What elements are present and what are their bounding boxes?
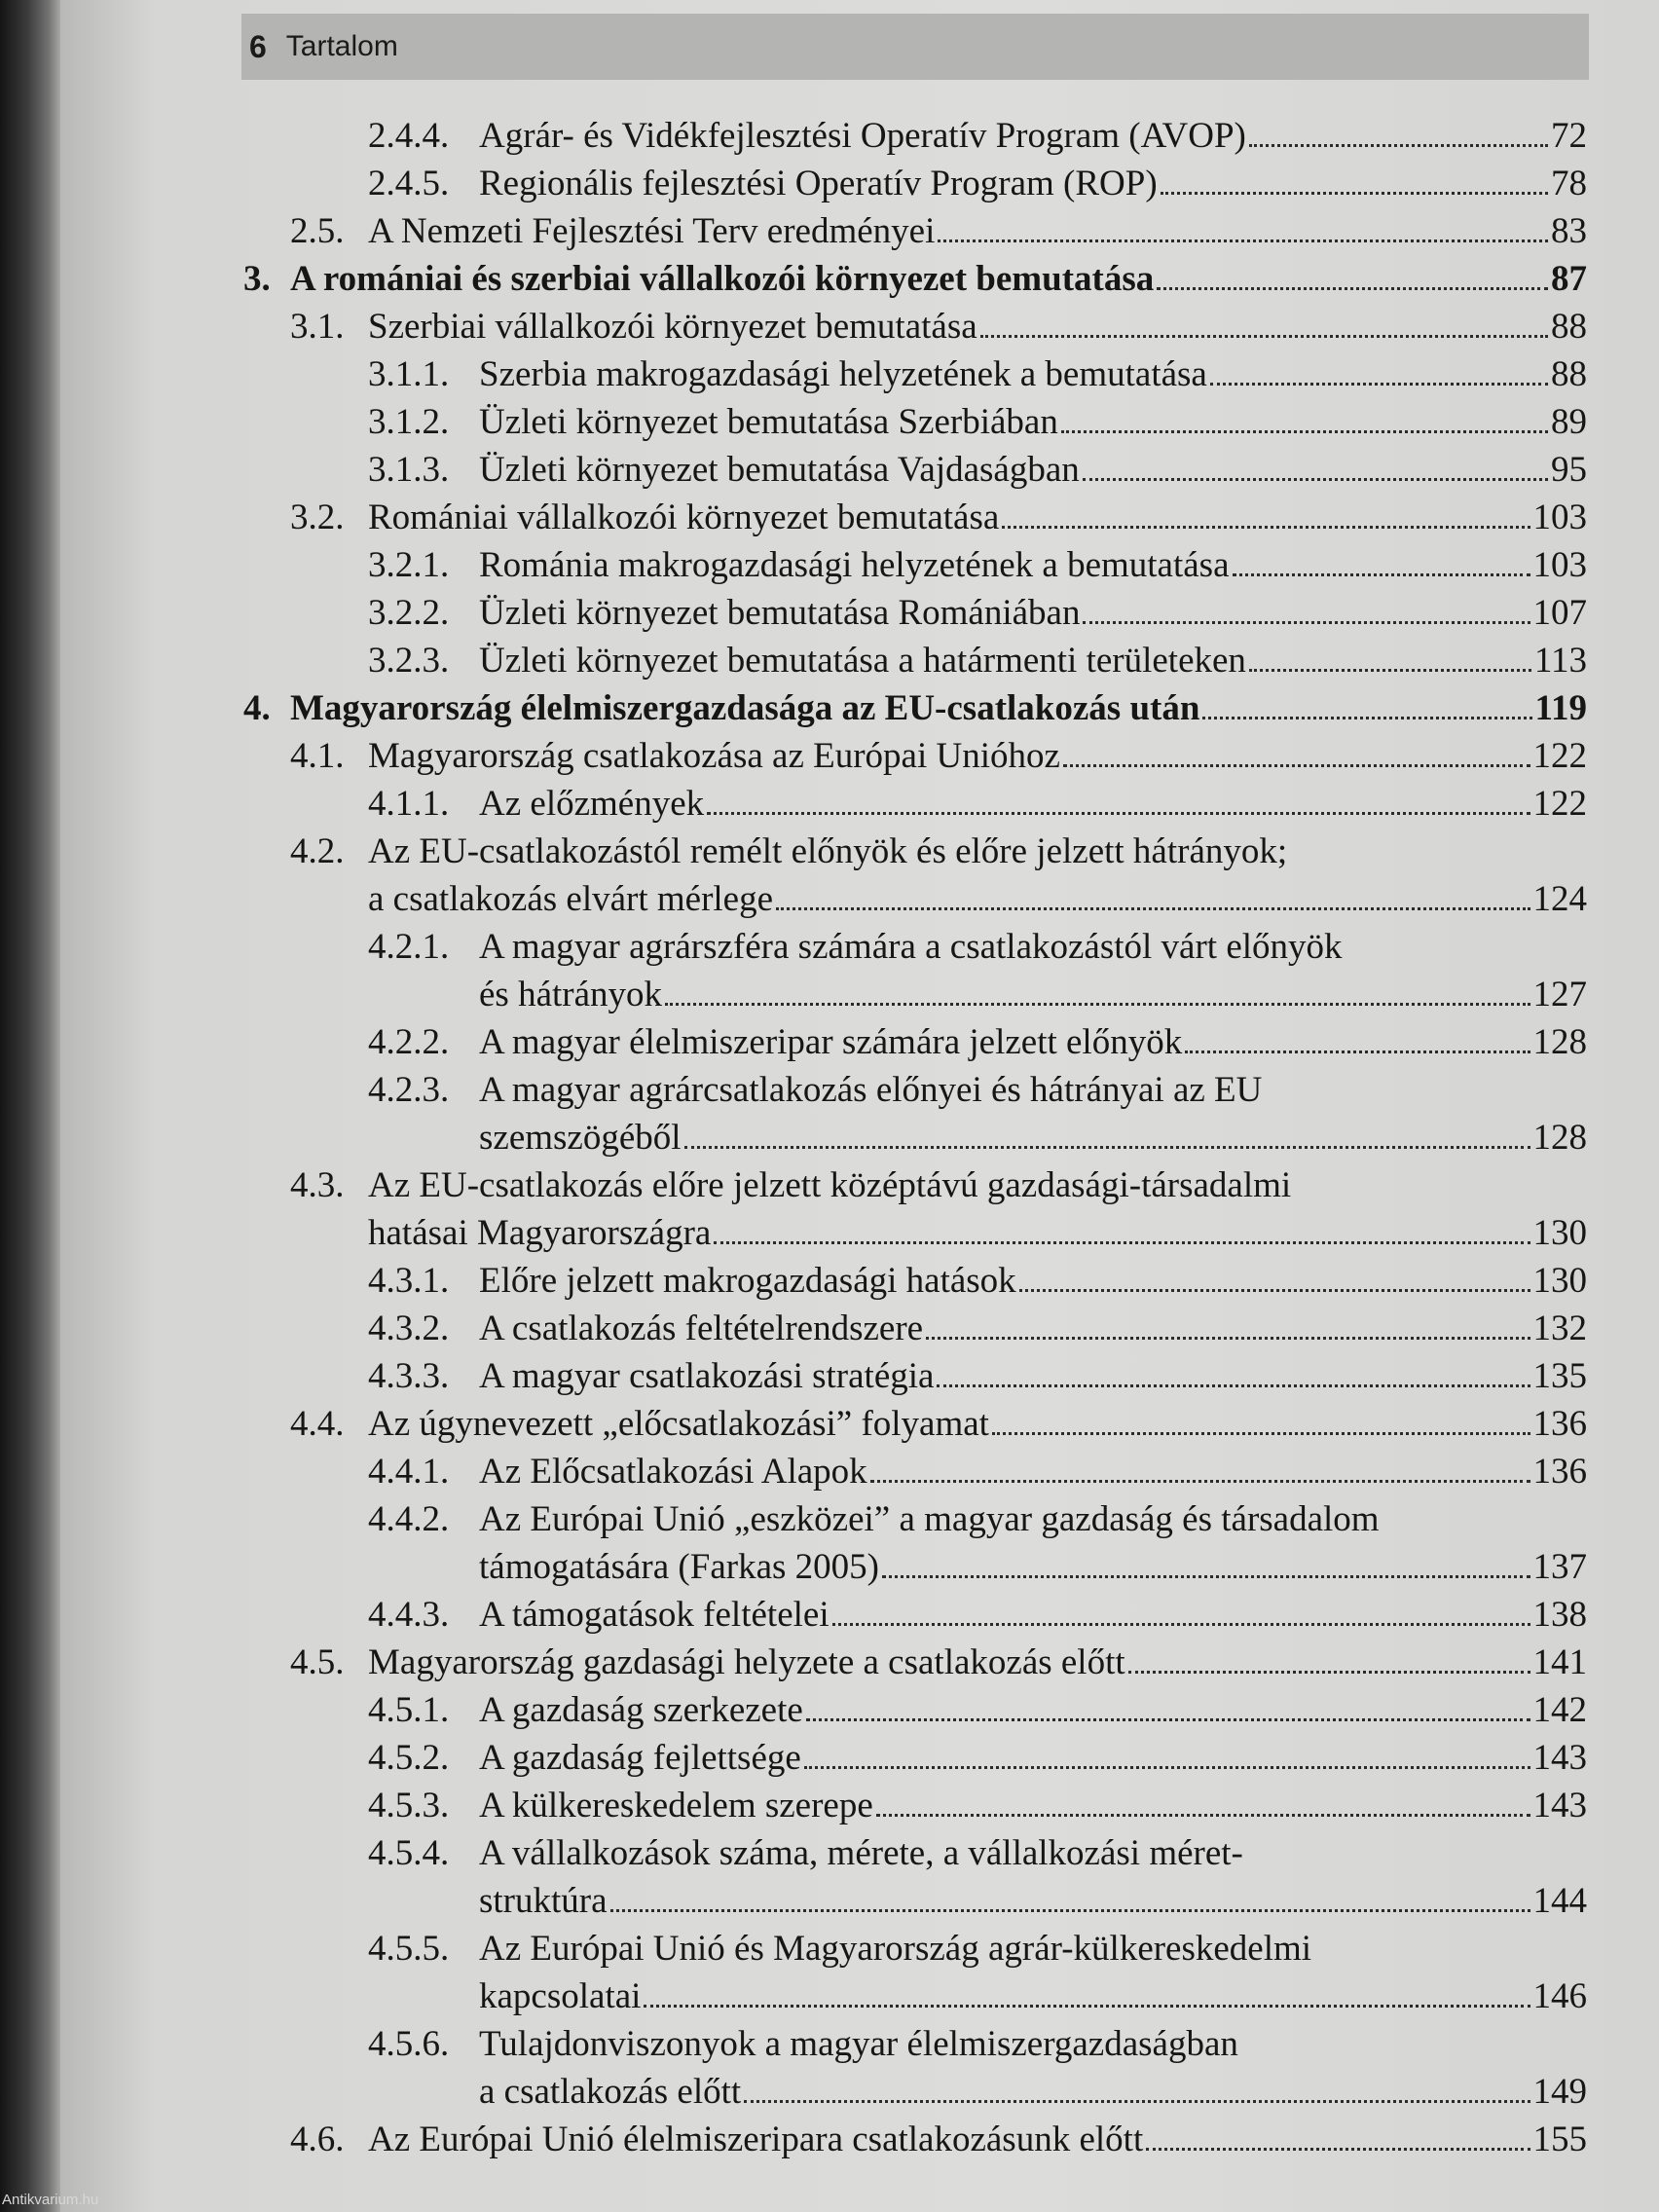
- toc-entry-page: 128: [1532, 1118, 1587, 1158]
- toc-entry-title: Romániai vállalkozói környezet bemutatása: [368, 498, 1000, 537]
- toc-entry-number: 4.4.: [290, 1404, 345, 1444]
- toc-leader-dots: [1210, 381, 1548, 386]
- toc-entry-title: Tulajdonviszonyok a magyar élelmiszergazdaságban: [479, 2024, 1238, 2064]
- toc-entry: [243, 398, 1587, 446]
- toc-entry-page: 124: [1532, 879, 1587, 919]
- toc-entry-page: 107: [1532, 593, 1587, 633]
- toc-leader-dots: [1249, 667, 1531, 672]
- toc-leader-dots: [876, 1812, 1530, 1817]
- toc-leader-dots: [1083, 476, 1548, 481]
- toc-entry: [243, 1686, 1587, 1734]
- toc-entry-page: 141: [1532, 1642, 1587, 1682]
- toc-entry-title: Előre jelzett makrogazdasági hatások: [479, 1261, 1016, 1301]
- toc-entry-page: 122: [1532, 784, 1587, 824]
- toc-entry-number: 4.2.1.: [368, 927, 450, 967]
- toc-entry-number: 4.5.4.: [368, 1833, 450, 1873]
- toc-entry: [243, 1495, 1587, 1591]
- toc-entry-title: Üzleti környezet bemutatása a határmenti területeken: [479, 641, 1246, 681]
- toc-entry-page: 88: [1551, 354, 1587, 394]
- toc-entry-number: 4.4.1.: [368, 1452, 450, 1492]
- toc-entry-title: Az Európai Unió és Magyarország agrár-külkereskedelmi: [479, 1929, 1312, 1969]
- toc-entry-number: 4.2.: [290, 831, 345, 871]
- toc-entry-page: 149: [1532, 2072, 1587, 2112]
- toc-entry-title-continued: támogatására (Farkas 2005): [479, 1547, 879, 1587]
- toc-leader-dots: [1019, 1287, 1530, 1292]
- toc-entry-number: 4.1.1.: [368, 784, 450, 824]
- toc-entry-number: 4.5.3.: [368, 1786, 450, 1825]
- toc-entry-number: 4.5.: [290, 1642, 345, 1682]
- toc-leader-dots: [644, 2003, 1530, 2008]
- toc-entry-number: 4.5.1.: [368, 1690, 450, 1730]
- toc-leader-dots: [1146, 2146, 1530, 2151]
- toc-entry-title: Magyarország gazdasági helyzete a csatlakozás előtt: [368, 1642, 1125, 1682]
- toc-entry: [243, 1829, 1587, 1925]
- toc-leader-dots: [1128, 1669, 1530, 1674]
- toc-entry-title-continued: kapcsolatai: [479, 1976, 642, 2016]
- toc-entry-page: 146: [1532, 1976, 1587, 2016]
- toc-leader-dots: [832, 1621, 1530, 1626]
- toc-entry-page: 127: [1532, 975, 1587, 1014]
- toc-entry-page: 143: [1532, 1786, 1587, 1825]
- toc-leader-dots: [980, 333, 1548, 338]
- toc-entry: [243, 828, 1587, 923]
- toc-entry-title: A romániai és szerbiai vállalkozói környezet bemutatása: [290, 259, 1155, 299]
- toc-entry-number: 4.2.3.: [368, 1070, 450, 1110]
- toc-entry: [243, 2116, 1587, 2163]
- toc-entry-page: 135: [1532, 1356, 1587, 1396]
- toc-leader-dots: [776, 905, 1530, 910]
- toc-entry-page: 155: [1532, 2120, 1587, 2159]
- toc-leader-dots: [744, 2098, 1530, 2103]
- toc-entry: [243, 1066, 1587, 1161]
- toc-entry-number: 4.5.2.: [368, 1738, 450, 1778]
- toc-entry-title: A magyar élelmiszeripar számára jelzett előnyök: [479, 1022, 1183, 1062]
- toc-entry: [243, 207, 1587, 255]
- toc-leader-dots: [1249, 142, 1548, 147]
- toc-entry-title: Az Európai Unió „eszközei” a magyar gazdaság és társadalom: [479, 1499, 1380, 1539]
- toc-entry-title: A vállalkozások száma, mérete, a vállalkozási méret-: [479, 1833, 1243, 1873]
- toc-entry-number: 3.1.2.: [368, 402, 450, 442]
- toc-entry-title: Üzleti környezet bemutatása Szerbiában: [479, 402, 1058, 442]
- toc-leader-dots: [1061, 428, 1548, 433]
- toc-entry-number: 3.1.: [290, 307, 345, 347]
- toc-leader-dots: [610, 1907, 1530, 1912]
- toc-entry-number: 4.2.2.: [368, 1022, 450, 1062]
- toc-entry-number: 4.1.: [290, 736, 345, 776]
- toc-entry-title: Az előzmények: [479, 784, 705, 824]
- toc-entry-number: 4.3.: [290, 1165, 345, 1205]
- toc-entry-page: 95: [1551, 450, 1587, 490]
- toc-entry: [243, 684, 1587, 732]
- toc-entry: [243, 303, 1587, 350]
- toc-entry-page: 143: [1532, 1738, 1587, 1778]
- running-header: [241, 14, 1589, 80]
- toc-entry-page: 138: [1532, 1595, 1587, 1635]
- toc-entry-title: A Nemzeti Fejlesztési Terv eredményei: [368, 211, 936, 251]
- toc-entry-title: Az úgynevezett „előcsatlakozási” folyamat: [368, 1404, 989, 1444]
- toc-entry-number: 2.5.: [290, 211, 345, 251]
- toc-entry-number: 3.2.: [290, 498, 345, 537]
- toc-entry-title-continued: és hátrányok: [479, 975, 663, 1014]
- toc-entry-title: A gazdaság fejlettsége: [479, 1738, 801, 1778]
- toc-leader-dots: [937, 1382, 1530, 1387]
- toc-entry-page: 122: [1532, 736, 1587, 776]
- toc-entry-title-continued: szemszögéből: [479, 1118, 682, 1158]
- toc-entry-title: Szerbia makrogazdasági helyzetének a bemutatása: [479, 354, 1207, 394]
- toc-entry-number: 2.4.4.: [368, 116, 450, 156]
- toc-entry: [243, 541, 1587, 589]
- toc-entry-title: A csatlakozás feltételrendszere: [479, 1309, 924, 1348]
- toc-entry-number: 4.5.5.: [368, 1929, 450, 1969]
- toc-leader-dots: [1202, 715, 1531, 719]
- toc-entry-number: 3.2.2.: [368, 593, 450, 633]
- toc-entry-page: 72: [1551, 116, 1587, 156]
- toc-entry: [243, 1591, 1587, 1639]
- toc-entry-page: 83: [1551, 211, 1587, 251]
- toc-entry: [243, 1448, 1587, 1495]
- toc-entry: [243, 160, 1587, 207]
- toc-entry-page: 136: [1532, 1404, 1587, 1444]
- toc-entry-number: 4.3.1.: [368, 1261, 450, 1301]
- toc-entry: [243, 732, 1587, 780]
- toc-entry-number: 4.: [243, 688, 271, 728]
- toc-entry-title: A magyar agrárcsatlakozás előnyei és hátrányai az EU: [479, 1070, 1263, 1110]
- toc-entry: [243, 1352, 1587, 1400]
- toc-entry-title: Magyarország csatlakozása az Európai Unióhoz: [368, 736, 1060, 776]
- toc-entry-page: 130: [1532, 1213, 1587, 1253]
- toc-entry-title: Az EU-csatlakozástól remélt előnyök és előre jelzett hátrányok;: [368, 831, 1288, 871]
- toc-entry-title-continued: hatásai Magyarországra: [368, 1213, 712, 1253]
- toc-entry-title: Szerbiai vállalkozói környezet bemutatása: [368, 307, 977, 347]
- watermark: Antikvarium.hu: [2, 2192, 99, 2208]
- toc-leader-dots: [1185, 1049, 1530, 1053]
- toc-leader-dots: [992, 1430, 1530, 1435]
- toc-leader-dots: [1161, 190, 1548, 195]
- toc-entry: [243, 2020, 1587, 2116]
- toc-entry-page: 103: [1532, 498, 1587, 537]
- toc-entry-number: 4.3.2.: [368, 1309, 450, 1348]
- toc-entry-page: 137: [1532, 1547, 1587, 1587]
- toc-entry-title: Regionális fejlesztési Operatív Program (ROP): [479, 164, 1158, 203]
- toc-entry: [243, 350, 1587, 398]
- toc-entry-title-continued: a csatlakozás elvárt mérlege: [368, 879, 774, 919]
- toc-entry: [243, 1782, 1587, 1829]
- header-page-number: 6: [249, 28, 267, 64]
- toc-entry-page: 87: [1551, 259, 1587, 299]
- toc-entry-number: 3.2.3.: [368, 641, 450, 681]
- toc-leader-dots: [1083, 619, 1530, 624]
- toc-entry: [243, 1925, 1587, 2020]
- toc-entry-title: Az Európai Unió élelmiszeripara csatlakozásunk előtt: [368, 2120, 1144, 2159]
- toc-leader-dots: [714, 1239, 1530, 1244]
- toc-entry-number: 4.6.: [290, 2120, 345, 2159]
- toc-leader-dots: [1002, 524, 1530, 529]
- toc-entry-page: 144: [1532, 1881, 1587, 1921]
- toc-entry: [243, 112, 1587, 160]
- toc-entry: [243, 923, 1587, 1018]
- toc-entry-title: Agrár- és Vidékfejlesztési Operatív Program (AVOP): [479, 116, 1246, 156]
- toc-leader-dots: [926, 1335, 1530, 1340]
- toc-leader-dots: [870, 1478, 1530, 1483]
- toc-entry: [243, 1639, 1587, 1686]
- toc-entry-number: 3.1.1.: [368, 354, 450, 394]
- toc-entry-number: 3.1.3.: [368, 450, 450, 490]
- toc-leader-dots: [882, 1573, 1530, 1578]
- toc-entry: [243, 1257, 1587, 1305]
- toc-entry-page: 103: [1532, 545, 1587, 585]
- toc-entry-number: 3.: [243, 259, 271, 299]
- toc-leader-dots: [804, 1764, 1530, 1769]
- toc-entry-number: 4.4.2.: [368, 1499, 450, 1539]
- toc-entry-number: 4.5.6.: [368, 2024, 450, 2064]
- toc-entry-page: 142: [1532, 1690, 1587, 1730]
- table-of-contents: [243, 112, 1587, 2163]
- toc-entry: [243, 637, 1587, 684]
- toc-entry-number: 4.3.3.: [368, 1356, 450, 1396]
- toc-entry: [243, 255, 1587, 303]
- toc-entry-page: 88: [1551, 307, 1587, 347]
- toc-entry-page: 78: [1551, 164, 1587, 203]
- toc-entry-title: A külkereskedelem szerepe: [479, 1786, 873, 1825]
- toc-leader-dots: [1157, 285, 1548, 290]
- toc-entry-number: 4.4.3.: [368, 1595, 450, 1635]
- toc-leader-dots: [1063, 762, 1530, 767]
- toc-leader-dots: [665, 1001, 1530, 1006]
- toc-entry-page: 132: [1532, 1309, 1587, 1348]
- toc-entry-title: A támogatások feltételei: [479, 1595, 830, 1635]
- toc-entry-title: Üzleti környezet bemutatása Vajdaságban: [479, 450, 1080, 490]
- toc-entry-page: 136: [1532, 1452, 1587, 1492]
- toc-leader-dots: [806, 1716, 1530, 1721]
- toc-entry-page: 130: [1532, 1261, 1587, 1301]
- toc-entry-page: 89: [1551, 402, 1587, 442]
- toc-entry: [243, 446, 1587, 494]
- toc-entry: [243, 494, 1587, 541]
- toc-entry: [243, 1161, 1587, 1257]
- toc-entry-page: 119: [1534, 688, 1587, 728]
- toc-entry: [243, 1018, 1587, 1066]
- toc-leader-dots: [938, 238, 1548, 242]
- toc-entry-title: Magyarország élelmiszergazdasága az EU-csatlakozás után: [290, 688, 1200, 728]
- toc-entry-title: A magyar csatlakozási stratégia: [479, 1356, 935, 1396]
- toc-entry: [243, 1305, 1587, 1352]
- toc-entry: [243, 1400, 1587, 1448]
- toc-entry: [243, 780, 1587, 828]
- toc-entry-number: 3.2.1.: [368, 545, 450, 585]
- toc-leader-dots: [707, 810, 1530, 815]
- toc-leader-dots: [684, 1144, 1530, 1149]
- toc-entry-title: Üzleti környezet bemutatása Romániában: [479, 593, 1081, 633]
- toc-entry-title: Az EU-csatlakozás előre jelzett középtávú gazdasági-társadalmi: [368, 1165, 1292, 1205]
- toc-entry-title-continued: a csatlakozás előtt: [479, 2072, 742, 2112]
- toc-entry-title: Románia makrogazdasági helyzetének a bemutatása: [479, 545, 1230, 585]
- toc-entry: [243, 589, 1587, 637]
- toc-entry: [243, 1734, 1587, 1782]
- header-title: Tartalom: [285, 30, 398, 62]
- toc-entry-title: A magyar agrárszféra számára a csatlakozástól várt előnyök: [479, 927, 1343, 967]
- book-spine-shadow: [0, 0, 60, 2212]
- toc-entry-title: A gazdaság szerkezete: [479, 1690, 803, 1730]
- toc-entry-title-continued: struktúra: [479, 1881, 608, 1921]
- toc-entry-page: 113: [1533, 641, 1587, 681]
- toc-entry-page: 128: [1532, 1022, 1587, 1062]
- toc-entry-title: Az Előcsatlakozási Alapok: [479, 1452, 867, 1492]
- toc-entry-number: 2.4.5.: [368, 164, 450, 203]
- toc-leader-dots: [1233, 571, 1530, 576]
